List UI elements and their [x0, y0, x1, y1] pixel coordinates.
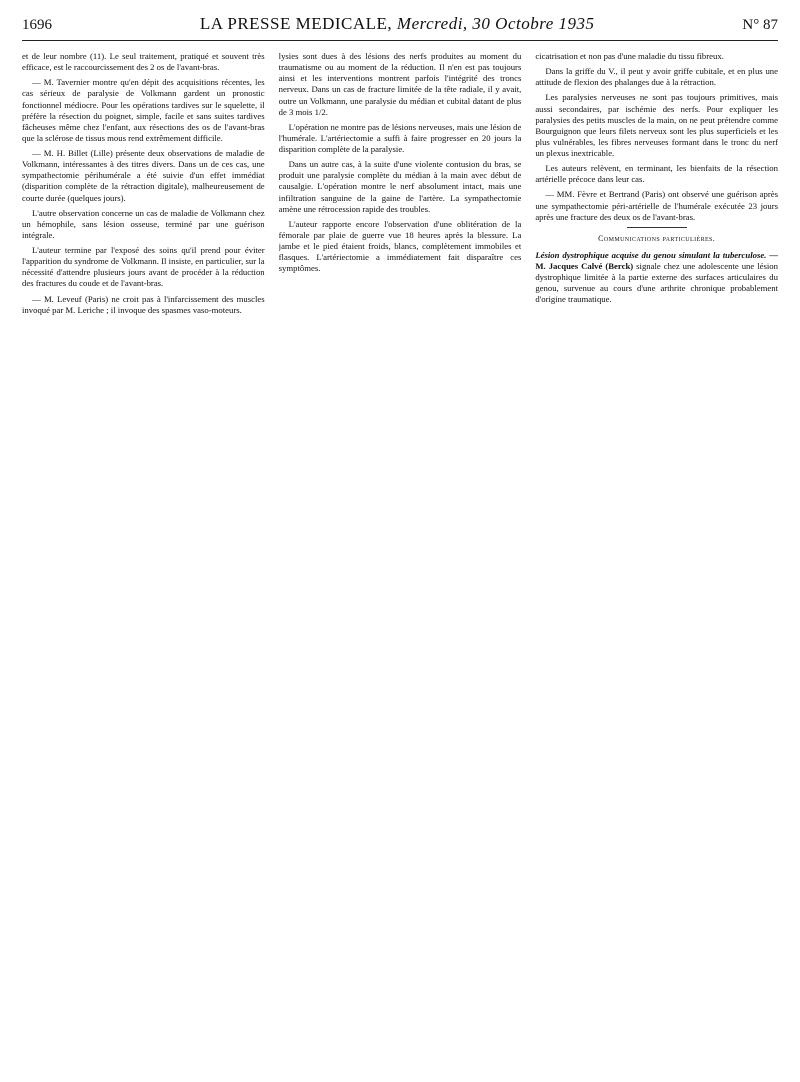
paragraph: — M. Tavernier montre qu'en dépit des acquisitions récentes, les cas sérieux de paralysie de Volkmann gardent un pronostic fonctionnel médiocre. Pour les opérations tardives sur le squelette, il préfère la résection du poignet, simple, facile et sans suites tardives fâcheuses même chez l'enfant, aux résections des os de l'avant-bras que la sclérose de tissus mous rend extrêmement difficile. [22, 77, 265, 143]
column-1 [22, 51, 265, 1081]
journal-title [200, 14, 595, 34]
paragraph: Les auteurs relèvent, en terminant, les bienfaits de la résection artérielle précoce dans leur cas. [535, 163, 778, 185]
paragraph: L'auteur termine par l'exposé des soins qu'il prend pour éviter l'apparition du syndrome de Volkmann. Il insiste, en particulier, sur la nécessité d'attendre plusieurs jours avant de procéder à la réduction des fractures du coude et de l'avant-bras. [22, 245, 265, 289]
paragraph: — M. H. Billet (Lille) présente deux observations de maladie de Volkmann, intéressantes à des titres divers. Dans un de ces cas, une sympathectomie périhumérale a été suivie d'un effet immédiat (disparition complète de la rétraction digitale), malheureusement de courte durée (quelques jours). [22, 148, 265, 203]
issue-date: Mercredi, 30 Octobre 1935 [396, 14, 595, 33]
masthead [22, 14, 778, 41]
paragraph: L'autre observation concerne un cas de maladie de Volkmann chez un hémophile, sans lésion osseuse, terminé par une guérison intégrale. [22, 207, 265, 240]
page-number: 1696 [22, 17, 52, 33]
article-author: — M. Jacques Calvé (Berck) [535, 249, 778, 272]
paragraph: lysies sont dues à des lésions des nerfs produites au moment du traumatisme ou au moment de la réduction. Il n'en est pas toujours ainsi et les interventions montrent parfois l'intégrité des troncs nerveux. Dans un cas de fracture limitée de la tête radiale, il y avait, outre un Volkmann, une paralysie du médian et cubital datant de plus de 3 mois 1/2. [278, 51, 522, 117]
paragraph: L'auteur rapporte encore l'observation d'une oblitération de la fémorale par plaie de guerre vue 18 heures après la blessure. La jambe et le pied étaient froids, blancs, complètement immobiles et flasques. L'artériectomie a immédiatement fait disparaître ces symptômes. [278, 218, 522, 274]
paragraph: cicatrisation et non pas d'une maladie du tissu fibreux. [535, 51, 724, 61]
article-lead [535, 250, 778, 306]
issue-number: N° 87 [742, 17, 778, 33]
journal-name: LA PRESSE MEDICALE, [199, 14, 393, 33]
article-title: Lésion dystrophique acquise du genou simulant la tuberculose. [535, 249, 767, 260]
column-3 [535, 51, 778, 1081]
column-2 [279, 51, 522, 1081]
paragraph: Dans un autre cas, à la suite d'une violente contusion du bras, se produit une paralysie complète du médian à la main avec début de causalgie. L'opération montre le nerf absolument intact, mais une infiltration sanguine de la gaine de l'artère. La sympathectomie amène une rétrocession rapide des troubles. [278, 159, 522, 214]
section-divider [627, 227, 687, 228]
paragraph: L'opération ne montre pas de lésions nerveuses, mais une lésion de l'humérale. L'artériectomie a suffi à faire progresser en 20 jours la disparition complète de la paralysie. [278, 121, 522, 154]
paragraph: — MM. Fèvre et Bertrand (Paris) ont observé une guérison après une sympathectomie péri-artérielle de l'humérale exécutée 23 jours après une fracture des deux os de l'avant-bras. [535, 189, 778, 222]
paragraph: Dans la griffe du V., il peut y avoir griffe cubitale, et en plus une attitude de flexion des phalanges due à la rétraction. [535, 66, 778, 88]
section-title: Communications particulières. [598, 233, 716, 243]
paragraph: — M. Leveuf (Paris) ne croit pas à l'infarcissement des muscles invoqué par M. Leriche ; il invoque des spasmes vaso-moteurs. [22, 293, 265, 315]
text-columns [22, 51, 778, 1081]
paragraph: Les paralysies nerveuses ne sont pas toujours primitives, mais aussi secondaires, par ischémie des nerfs. Pour expliquer les paralysies des petits muscles de la main, on ne peut prétendre comme Bourguignon que leurs filets nerveux sont les plus superficiels et les plus vulnérables, les fibres nerveuses formant dans le tronc du nerf un plexus inextricable. [535, 92, 778, 158]
article-text: signale chez une adolescente une lésion dystrophique limitée à la partie externe des surfaces articulaires du genou, survenue au cours d'une arthrite chronique probablement d'origine traumatique. [535, 261, 778, 305]
paragraph: et de leur nombre (11). Le seul traitement, pratiqué et souvent très efficace, est le raccourcissement des 2 os de l'avant-bras. [22, 51, 265, 73]
